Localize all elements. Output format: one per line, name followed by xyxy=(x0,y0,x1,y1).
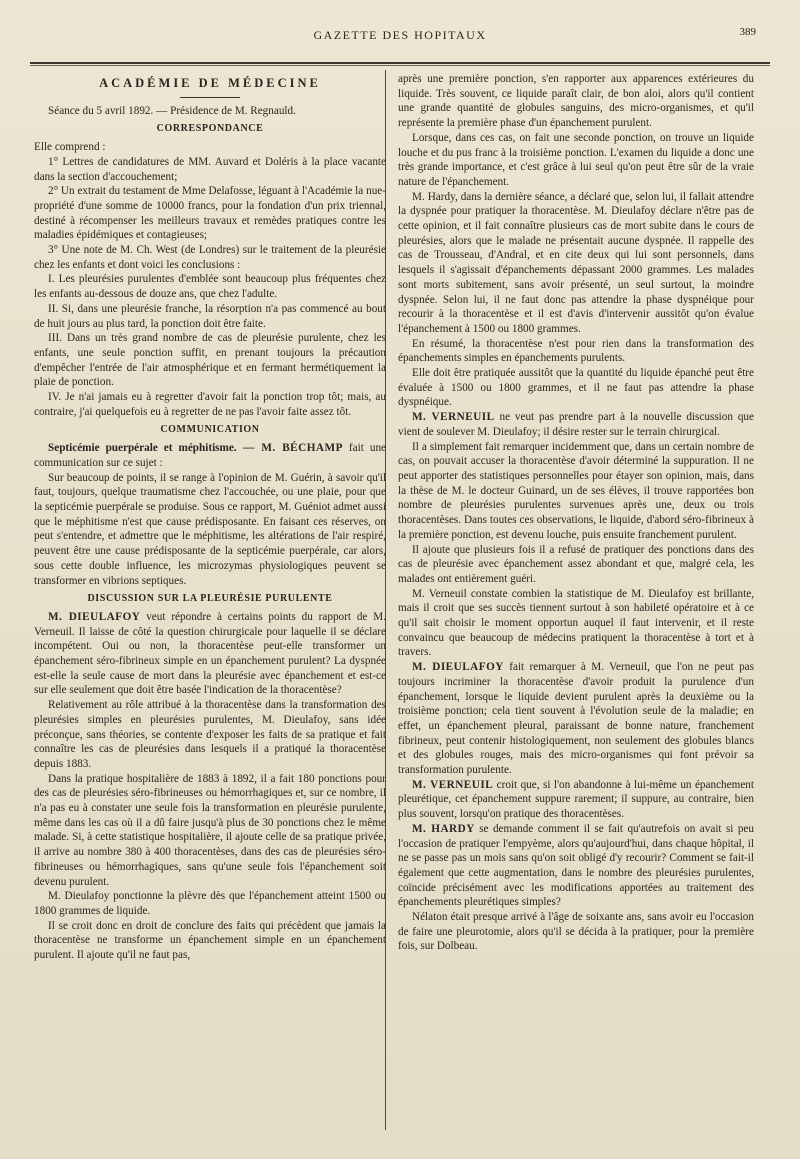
paragraph: M. Verneuil constate combien la statistique de M. Dieulafoy est brillante, mais il croit que ses succès tiennent surtout à son habileté opératoire et à ce qu'il sait choisir le moment opportun auquel il faut intervenir, et il reste convaincu que beaucoup de médecins pratiquent la thoracentèse à tort et à travers. xyxy=(398,587,754,659)
paragraph: En résumé, la thoracentèse n'est pour rien dans la transformation des épanchements simples en épanchements purulents. xyxy=(398,337,754,365)
paragraph xyxy=(398,410,754,439)
section-title: ACADÉMIE DE MÉDECINE xyxy=(99,76,321,90)
paragraph: III. Dans un très grand nombre de cas de pleurésie purulente, chez les enfants, une seule ponction suffit, en prenant toujours la précaution d'empêcher l'entrée de l'air atmosphérique et en fermant hermétiquement la plaie de ponction. xyxy=(34,332,386,389)
speaker-text: veut répondre à certains points du rapport de M. Verneuil. Il laisse de côté la question chirurgicale pour laquelle il se déclare incompétent. Oui ou non, la thoracentèse peut-elle transformer un épanchement séro-fibrineux simple en un épanchement purulent? La dyspnée est-elle la seule cause de mort dans la pleurésie avec épanchement et est-ce sur elle seulement que doit être basée l'indication de la thoracentèse? xyxy=(34,610,386,697)
speaker-name: M. HARDY xyxy=(412,822,475,835)
paragraph xyxy=(398,660,754,778)
speaker-text: croit que, si l'on abandonne à lui-même un épanchement pleurétique, cet épanchement suppure rarement; il suppure, au contraire, bien plus souvent, lorsqu'on pratique des thoracentèses. xyxy=(398,778,754,821)
communication-heading: COMMUNICATION xyxy=(160,424,260,436)
speaker-name: M. VERNEUIL xyxy=(412,778,494,791)
speaker-name: M. VERNEUIL xyxy=(412,411,495,424)
communication-author: — M. BÉCHAMP xyxy=(236,442,343,455)
paragraph: 2° Un extrait du testament de Mme Delafosse, léguant à l'Académie la nue-propriété d'une somme de 10000 francs, pour la fondation d'un prix triennal, destiné à récompenser les meilleurs travaux et remèdes pratiques contre les maladies épidémiques et contagieuses; xyxy=(34,185,386,242)
running-title: GAZETTE DES HOPITAUX xyxy=(313,28,487,42)
communication-intro xyxy=(34,441,386,470)
speaker-text: fait remarquer à M. Verneuil, que l'on ne peut pas toujours incriminer la thoracentèse d'avoir produit la purulence d'un épanchement, lorsque le liquide devient purulent après la deuxième ou la troisième ponction; cela tient souvent à l'évolution seule de la maladie; en effet, un épanchement pleural, paraissant de bonne nature, franchement fibrineux, peut contenir histologiquement, non seulement des globules blancs et des globules rouges, mais des micro-organismes qui font prévoir sa transformation purulente. xyxy=(398,661,754,777)
page-number: 389 xyxy=(739,26,756,38)
paragraph: 3° Une note de M. Ch. West (de Londres) sur le traitement de la pleurésie chez les enfants et dont voici les conclusions : xyxy=(34,244,386,271)
paragraph: Dans la pratique hospitalière de 1883 à 1892, il a fait 180 ponctions pour des cas de pleurésies séro-fibrineuses ou hémorrhagiques et, sur ce nombre, il n'a pas eu à constater une seule fois la transformation en pleurésie purulente, même dans les cas où il a dû faire jusqu'à plus de 30 ponctions chez le même malade. Si, à cette statistique hospitalière, il ajoute celle de sa pratique privée, il arrive au nombre 380 à 400 thoracentèses, dans des cas de pleurésies séro-fibrineuses ou hémorrhagiques, sans qu'une seule fois l'épanchement soit devenu purulent. xyxy=(34,772,386,888)
paragraph xyxy=(34,610,386,698)
speaker-name: M. DIEULAFOY xyxy=(412,661,504,674)
paragraph: Il ajoute que plusieurs fois il a refusé de pratiquer des ponctions dans des cas de pleurésie avec épanchement assez abondant et que, malgré cela, les malades ont entièrement guéri. xyxy=(398,543,754,585)
paragraph: Sur beaucoup de points, il se range à l'opinion de M. Guérin, à savoir qu'il faut, toujours, quelque traumatisme chez l'accouchée, ou une plaie, pour que la septicémie puerpérale se produise. Sous ce rapport, M. Guéniot admet aussi que le méphitisme n'est que cause prédisposante. En faisant ces réserves, on peut s'entendre, et admettre que le méphitisme, les altérations de l'air respiré, peuvent être une cause prédisposante de la septicémie puerpérale, car alors, sous cette double influence, les microzymas physiologiques peuvent se transformer en vibrions septiques. xyxy=(34,471,386,587)
paragraph xyxy=(398,778,754,822)
right-column xyxy=(398,72,754,954)
paragraph: Relativement au rôle attribué à la thoracentèse dans la transformation des pleurésies simples en pleurésies purulentes, M. Dieulafoy, sans idée préconçue, sans théories, se contente d'exposer les faits de sa pratique et fait connaître les cas de pleurésies dans lesquels il a pratiqué la thoracentèse depuis 1883. xyxy=(34,699,386,770)
speaker-text: ne veut pas prendre part à la nouvelle discussion que vient de soulever M. Dieulafoy; il désire rester sur le terrain chirurgical. xyxy=(398,411,754,438)
paragraph: IV. Je n'ai jamais eu à regretter d'avoir fait la ponction trop tôt; mais, au contraire, j'ai quelquefois eu à regretter de ne pas l'avoir faite assez tôt. xyxy=(34,391,386,418)
session-line: Séance du 5 avril 1892. — Présidence de M. Regnauld. xyxy=(48,104,296,117)
paragraph: Elle doit être pratiquée aussitôt que la quantité du liquide épanché peut être évaluée à 1500 ou 1800 grammes, et il ne faut pas attendre la phase dyspnéique. xyxy=(398,367,754,409)
communication-title: Septicémie puerpérale et méphitisme. xyxy=(48,442,237,455)
left-column xyxy=(34,72,386,963)
paragraph: Elle comprend : xyxy=(34,141,106,154)
paragraph: Lorsque, dans ces cas, on fait une seconde ponction, on trouve un liquide louche et du pus franc à la troisième ponction. L'examen du liquide a donc une très grande importance, et c'est grâce à lui seul qu'on peut être sûr de la vraie nature de l'épanchement. xyxy=(398,131,754,188)
title-rule xyxy=(180,97,240,98)
paragraph: Nélaton était presque arrivé à l'âge de soixante ans, sans avoir eu l'occasion de faire une pleurotomie, alors qu'il se décida à la pratiquer, pour la première fois, sur Dolbeau. xyxy=(398,911,754,953)
header-rule-thin xyxy=(30,65,770,66)
paragraph: M. Hardy, dans la dernière séance, a déclaré que, selon lui, il fallait attendre la dyspnée pour pratiquer la thoracentèse. M. Dieulafoy déclare n'être pas de cette opinion, et il fait connaître plusieurs cas de mort subite dans le cours de pleurésies, alors que le malade ne présentait aucune dyspnée. Il rappelle des cas de Trousseau, d'Andral, et en cite deux qui lui sont personnels, dans lesquels il s'agissait d'épanchements dépassant 2000 grammes. Les malades sont morts subitement, sans avoir présenté, un seul surtout, la moindre dyspnée. Selon lui, il ne faut donc pas attendre la phase dyspnéique pour recourir à la thoracentèse et il est d'avis d'intervenir aussitôt qu'on évalue l'épanchement à 1500 ou 1800 grammes. xyxy=(398,190,754,335)
correspondance-heading: CORRESPONDANCE xyxy=(156,123,264,135)
header-rule xyxy=(30,62,770,64)
paragraph: II. Si, dans une pleurésie franche, la résorption n'a pas commencé au bout de huit jours au plus tard, la ponction doit être faite. xyxy=(34,302,386,330)
speaker-name: M. DIEULAFOY xyxy=(48,610,141,623)
paragraph: après une première ponction, s'en rapporter aux apparences extérieures du liquide. Très souvent, ce liquide paraît clair, de bon aloi, alors qu'il contient une grande quantité de globules sanguins, des micro-organismes, et qu'il représente la première phase d'un épanchement purulent. xyxy=(398,73,754,130)
paragraph: Il se croit donc en droit de conclure des faits qui précèdent que jamais la thoracentèse ne transforme un épanchement simple en un épanchement purulent. Il ajoute qu'il ne faut pas, xyxy=(34,919,386,962)
paragraph: Il a simplement fait remarquer incidemment que, dans un certain nombre de cas, on pouvait accuser la thoracentèse d'avoir déterminé la suppuration. Il ne peut apporter des statistiques personnelles pour étayer son opinion, mais, dans la thèse de M. le docteur Guinard, un de ses élèves, il trouve rapportées bon nombre de pleurésies purulentes survenues après une, deux ou trois thoracentèses. Dans toutes ces observations, le liquide, d'abord séro-fibrineux à la première ponction, est devenu louche, puis ensuite franchement purulent. xyxy=(398,440,754,541)
paragraph xyxy=(398,822,754,910)
page-header xyxy=(30,26,770,46)
paragraph: I. Les pleurésies purulentes d'emblée sont beaucoup plus fréquentes chez les enfants au-dessous de douze ans, que chez l'adulte. xyxy=(34,273,386,301)
speaker-text: se demande comment il se fait qu'autrefois on avait si peu l'occasion de pratiquer l'empyème, alors qu'aujourd'hui, dans chaque hôpital, il ne se passe pas un mois sans qu'on soit obligé d'y recourir? Comment se fait-il également que cette augmentation, dans le nombre des pleurésies purulentes, coïncide précisément avec les modifications apportées au traitement des épanchements pleurétiques simples? xyxy=(398,822,754,909)
paragraph: 1° Lettres de candidatures de MM. Auvard et Doléris à la place vacante dans la section d'accouchement; xyxy=(34,155,386,183)
discussion-heading: DISCUSSION SUR LA PLEURÉSIE PURULENTE xyxy=(87,593,333,605)
communication-after: fait une communication sur ce sujet : xyxy=(34,442,387,469)
paragraph: M. Dieulafoy ponctionne la plèvre dès que l'épanchement atteint 1500 ou 1800 grammes de liquide. xyxy=(34,890,386,917)
